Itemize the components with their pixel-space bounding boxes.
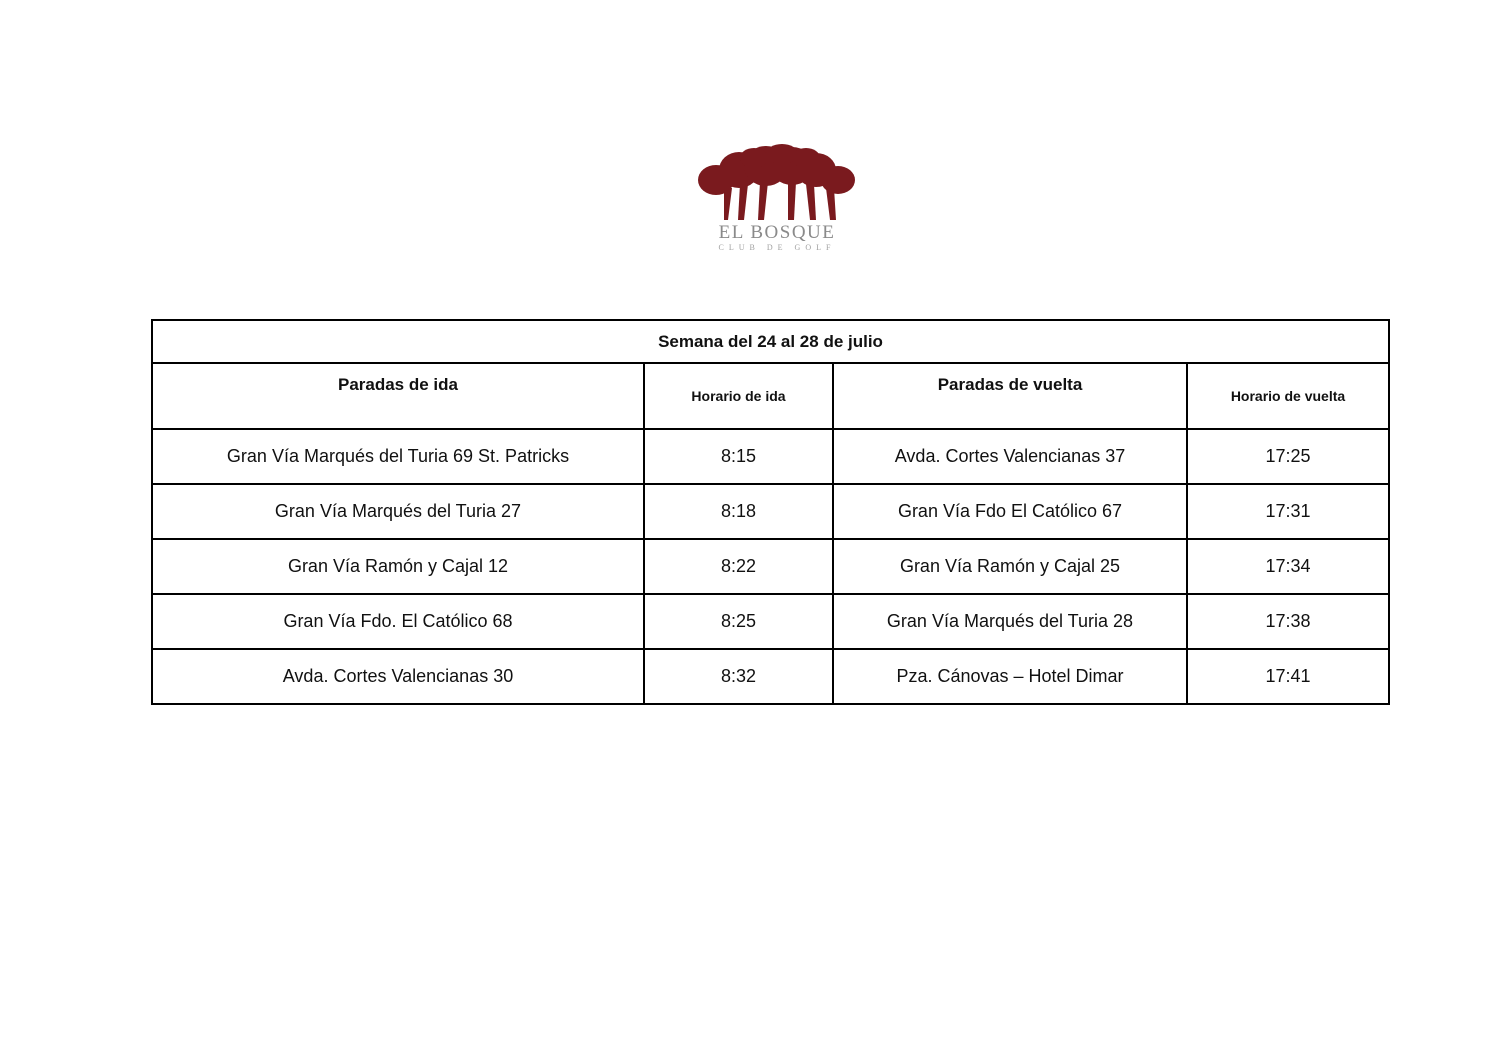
time-ida: 8:18 <box>644 484 833 539</box>
stop-vuelta: Gran Vía Marqués del Turia 28 <box>833 594 1187 649</box>
table-row <box>152 539 1389 594</box>
time-ida: 8:22 <box>644 539 833 594</box>
table-title: Semana del 24 al 28 de julio <box>152 320 1389 363</box>
stop-ida: Gran Vía Ramón y Cajal 12 <box>152 539 644 594</box>
stop-ida: Gran Vía Marqués del Turia 69 St. Patricks <box>152 429 644 484</box>
header-horario-vuelta: Horario de vuelta <box>1187 363 1389 429</box>
time-ida: 8:15 <box>644 429 833 484</box>
bus-schedule-table <box>151 319 1390 705</box>
table-row <box>152 594 1389 649</box>
stop-vuelta: Avda. Cortes Valencianas 37 <box>833 429 1187 484</box>
time-vuelta: 17:31 <box>1187 484 1389 539</box>
table-header-row <box>152 363 1389 429</box>
table-row <box>152 649 1389 704</box>
time-vuelta: 17:41 <box>1187 649 1389 704</box>
table-title-row <box>152 320 1389 363</box>
time-ida: 8:32 <box>644 649 833 704</box>
header-horario-ida: Horario de ida <box>644 363 833 429</box>
time-ida: 8:25 <box>644 594 833 649</box>
time-vuelta: 17:38 <box>1187 594 1389 649</box>
stop-vuelta: Gran Vía Ramón y Cajal 25 <box>833 539 1187 594</box>
table-row <box>152 429 1389 484</box>
stop-vuelta: Gran Vía Fdo El Católico 67 <box>833 484 1187 539</box>
header-paradas-ida: Paradas de ida <box>152 363 644 429</box>
time-vuelta: 17:25 <box>1187 429 1389 484</box>
logo-subtitle: CLUB DE GOLF <box>718 243 836 252</box>
stop-vuelta: Pza. Cánovas – Hotel Dimar <box>833 649 1187 704</box>
stop-ida: Gran Vía Marqués del Turia 27 <box>152 484 644 539</box>
club-logo <box>694 144 860 258</box>
logo-name: EL BOSQUE <box>718 222 836 243</box>
trees-icon <box>694 144 860 224</box>
stop-ida: Gran Vía Fdo. El Católico 68 <box>152 594 644 649</box>
stop-ida: Avda. Cortes Valencianas 30 <box>152 649 644 704</box>
header-paradas-vuelta: Paradas de vuelta <box>833 363 1187 429</box>
table-row <box>152 484 1389 539</box>
time-vuelta: 17:34 <box>1187 539 1389 594</box>
